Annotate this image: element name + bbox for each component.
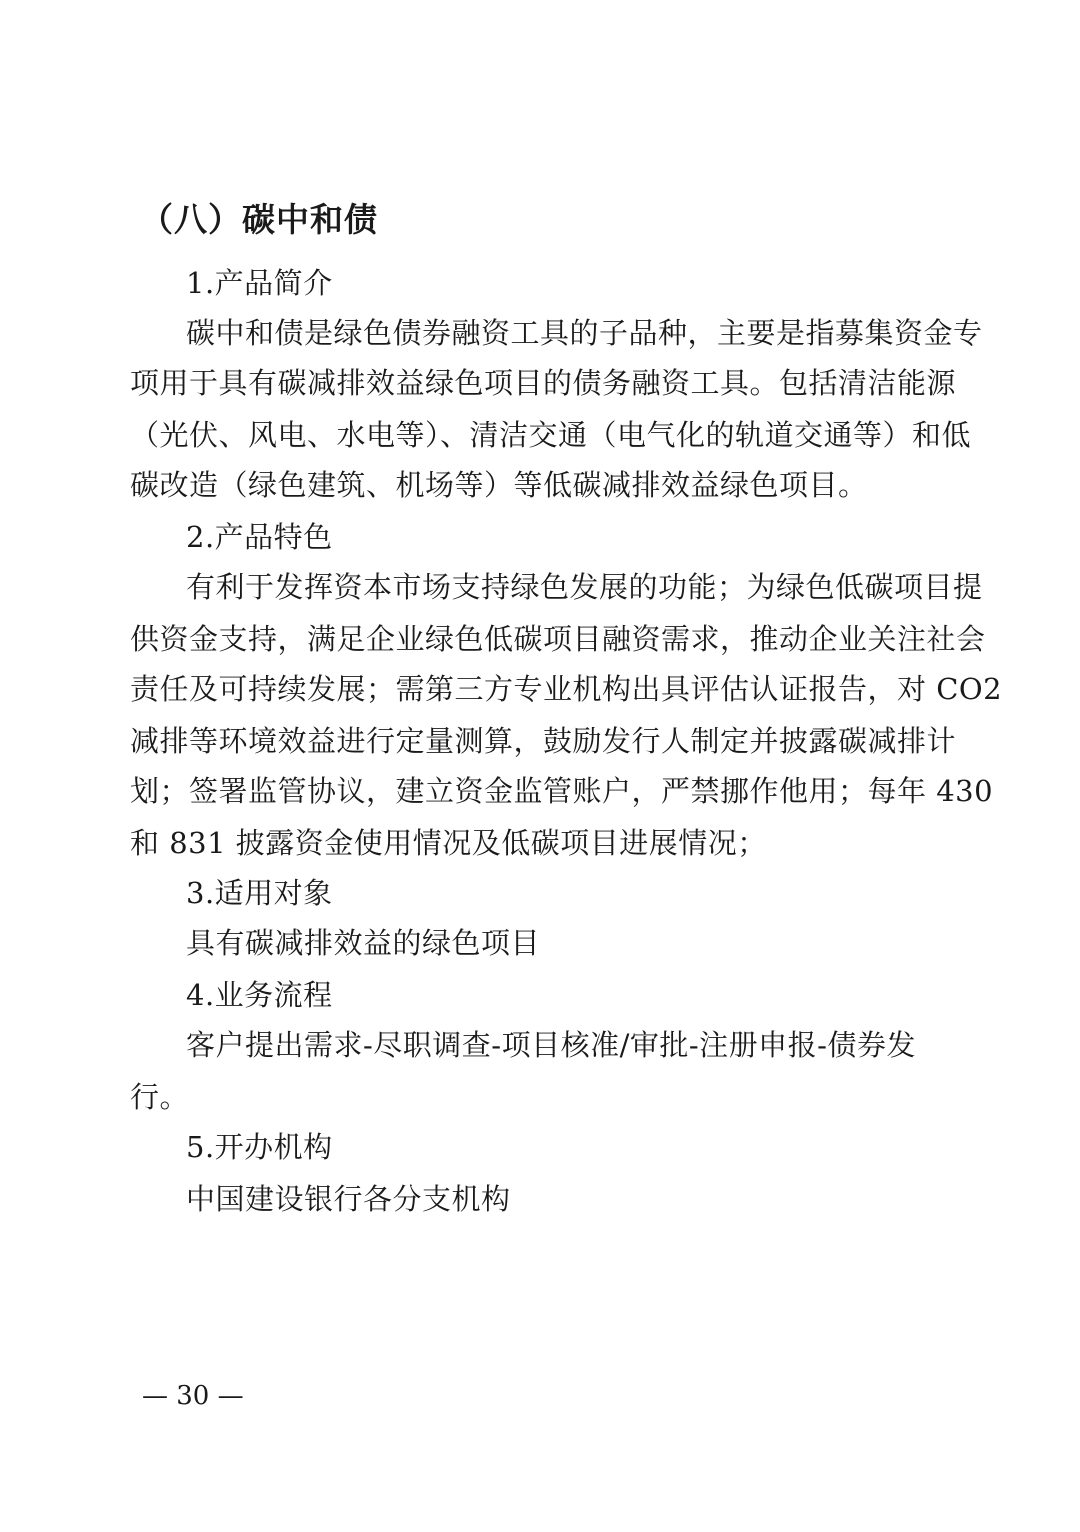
process-line: 行。 — [130, 1080, 190, 1114]
feature-line: 有利于发挥资本市场支持绿色发展的功能；为绿色低碳项目提 — [186, 570, 983, 604]
feature-line: 和 831 披露资金使用情况及低碳项目进展情况； — [130, 826, 767, 860]
org-heading: 5.开办机构 — [186, 1130, 333, 1164]
process-line: 客户提出需求-尽职调查-项目核准/审批-注册申报-债券发 — [186, 1028, 916, 1062]
feature-line: 责任及可持续发展；需第三方专业机构出具评估认证报告，对 CO2 — [130, 672, 1003, 706]
intro-heading: 1.产品简介 — [186, 266, 333, 300]
intro-line: （光伏、风电、水电等）、清洁交通（电气化的轨道交通等）和低 — [130, 418, 972, 452]
feature-line: 供资金支持，满足企业绿色低碳项目融资需求，推动企业关注社会 — [130, 622, 986, 656]
feature-line: 划；签署监管协议，建立资金监管账户，严禁挪作他用；每年 430 — [130, 774, 994, 808]
intro-line: 碳改造（绿色建筑、机场等）等低碳减排效益绿色项目。 — [130, 468, 868, 502]
feature-line: 减排等环境效益进行定量测算，鼓励发行人制定并披露碳减排计 — [130, 724, 957, 758]
intro-line: 项用于具有碳减排效益绿色项目的债务融资工具。包括清洁能源 — [130, 366, 957, 400]
page-number: — 30 — — [142, 1381, 244, 1411]
feature-heading: 2.产品特色 — [186, 520, 333, 554]
intro-line: 碳中和债是绿色债券融资工具的子品种，主要是指募集资金专 — [186, 316, 983, 350]
process-heading: 4.业务流程 — [186, 978, 333, 1012]
target-heading: 3.适用对象 — [186, 876, 333, 910]
org-line: 中国建设银行各分支机构 — [186, 1182, 511, 1216]
section-title: （八）碳中和债 — [140, 200, 378, 239]
target-line: 具有碳减排效益的绿色项目 — [186, 926, 541, 960]
